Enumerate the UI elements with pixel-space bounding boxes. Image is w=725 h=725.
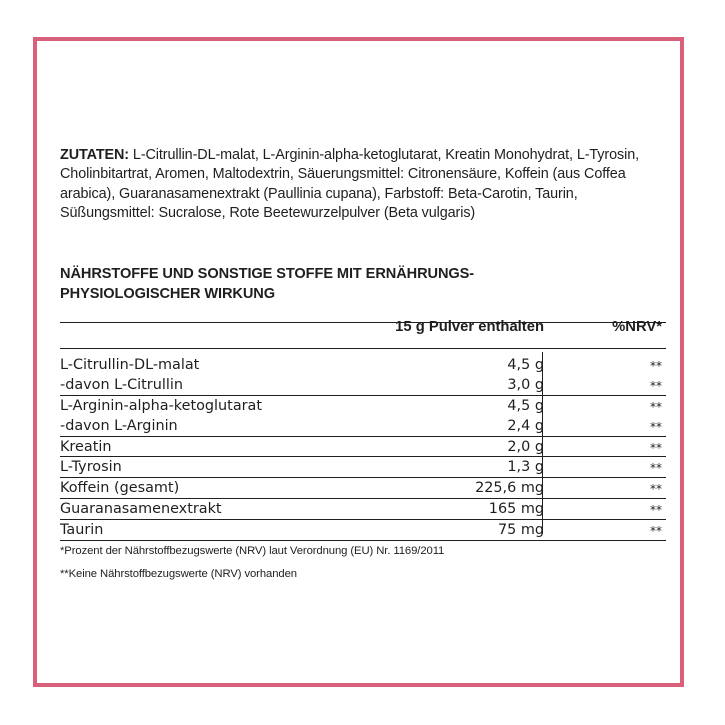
nutrients-heading-line2: PHYSIOLOGISCHER WIRKUNG: [60, 286, 275, 302]
cell-name: -davon L-Arginin: [60, 417, 178, 434]
table-row: [60, 436, 666, 457]
table-row: [60, 477, 666, 498]
cell-nrv: **: [650, 359, 662, 373]
ingredients-text: L-Citrullin-DL-malat, L-Arginin-alpha-ketoglutarat, Kreatin Monohydrat, L-Tyrosin, Cholinbitartrat, Aromen, Maltodextrin, Säuerungsmittel: Citronensäure, Koffein (aus Coffea arabica), Guaranasamenextrakt (Paullinia cupana), Farbstoff: Beta-Carotin, Taurin, Süßungsmittel: Sucralose, Rote Beetewurzelpulver (Beta vulgaris): [60, 147, 639, 222]
footnote-nrv: *Prozent der Nährstoffbezugswerte (NRV) laut Verordnung (EU) Nr. 1169/2011: [60, 545, 445, 557]
table-body: [60, 355, 666, 541]
cell-nrv: **: [650, 419, 662, 434]
column-header-amount: 15 g Pulver enthalten: [395, 319, 544, 335]
table-row: [60, 456, 666, 477]
cell-name: L-Arginin-alpha-ketoglutarat: [60, 397, 263, 414]
cell-name: Guaranasamenextrakt: [60, 501, 222, 518]
ingredients-paragraph: [60, 146, 670, 224]
nutrients-heading: [60, 264, 670, 304]
nutrients-heading-line1: NÄHRSTOFFE UND SONSTIGE STOFFE MIT ERNÄHRUNGS-: [60, 266, 475, 282]
cell-nrv: **: [650, 399, 662, 414]
cell-amount: 1,3 g: [507, 459, 544, 476]
nutrients-table: [60, 319, 666, 541]
cell-name: L-Tyrosin: [60, 459, 122, 476]
cell-nrv: **: [650, 378, 662, 393]
ingredients-label: ZUTATEN:: [60, 147, 130, 163]
footnote-no-nrv: **Keine Nährstoffbezugswerte (NRV) vorhanden: [60, 568, 297, 580]
cell-name: Kreatin: [60, 438, 112, 455]
cell-amount: 4,5 g: [507, 357, 544, 373]
cell-name: Koffein (gesamt): [60, 480, 180, 497]
cell-amount: 4,5 g: [507, 397, 544, 414]
cell-nrv: **: [650, 503, 662, 518]
cell-nrv: **: [650, 461, 662, 476]
column-header-nrv: %NRV*: [612, 319, 662, 335]
table-row: [60, 375, 666, 395]
table-header: [60, 319, 666, 349]
cell-amount: 3,0 g: [507, 376, 544, 393]
cell-nrv: **: [650, 482, 662, 497]
cell-amount: 2,4 g: [507, 417, 544, 434]
cell-amount: 225,6 mg: [475, 480, 544, 497]
table-row: [60, 498, 666, 519]
column-divider: [542, 352, 543, 534]
cell-name: -davon L-Citrullin: [60, 376, 183, 393]
table-row: [60, 395, 666, 416]
cell-amount: 165 mg: [488, 501, 544, 518]
table-row: [60, 416, 666, 436]
table-row: [60, 355, 666, 375]
cell-amount: 75 mg: [497, 522, 544, 539]
cell-name: Taurin: [60, 522, 104, 539]
cell-name: L-Citrullin-DL-malat: [60, 357, 200, 373]
cell-nrv: **: [650, 524, 662, 539]
cell-nrv: **: [650, 440, 662, 455]
cell-amount: 2,0 g: [507, 438, 544, 455]
table-row: [60, 519, 666, 540]
